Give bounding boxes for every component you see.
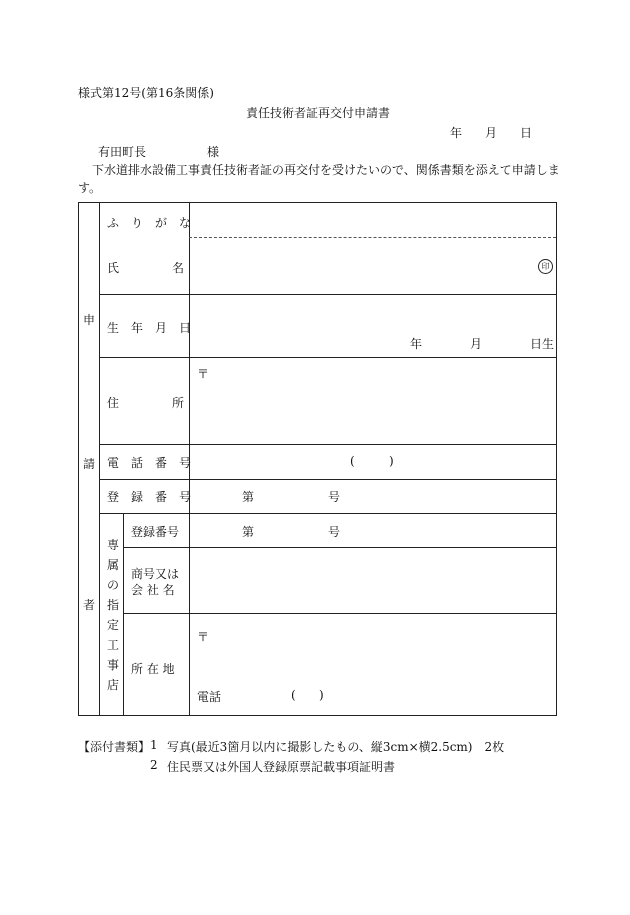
- form-title: 責任技術者証再交付申請書: [246, 106, 391, 120]
- company-name-label-line2: 会 社 名: [131, 583, 175, 597]
- attachment-item-text: 住民票又は外国人登録原票記載事項証明書: [167, 760, 396, 774]
- contractor-registration-suffix: 号: [328, 525, 341, 539]
- contractor-side-char: 事: [106, 658, 119, 672]
- intro-text-line1: 下水道排水設備工事責任技術者証の再交付を受けたいので、関係書類を添えて申請しま: [92, 163, 560, 177]
- date-month-label: 月: [485, 126, 498, 140]
- postal-mark: 〒: [197, 367, 210, 381]
- birth-month-label: 月: [470, 337, 483, 351]
- row-divider-company: [123, 613, 556, 614]
- row-divider-address: [99, 444, 556, 445]
- registration-prefix: 第: [242, 490, 255, 504]
- attachments-heading: 【添付書類】: [78, 740, 151, 754]
- row-divider-name: [99, 294, 556, 295]
- contractor-phone-label: 電話: [197, 690, 222, 704]
- contractor-side-char: の: [106, 578, 119, 592]
- row-divider-registration: [99, 513, 556, 514]
- registration-label: 登 録 番 号: [107, 490, 192, 504]
- intro-text-line2: す。: [78, 181, 102, 195]
- date-year-label: 年: [450, 126, 463, 140]
- name-label-right: 名: [172, 261, 185, 275]
- contractor-registration-prefix: 第: [242, 525, 255, 539]
- contractor-side-char: 指: [106, 598, 119, 612]
- attachment-item-number: 1: [150, 738, 158, 752]
- contractor-registration-label: 登録番号: [131, 525, 180, 539]
- side-label-char: 申: [82, 313, 95, 327]
- location-label: 所 在 地: [131, 662, 175, 676]
- contractor-side-char: 専: [106, 538, 119, 552]
- birth-year-label: 年: [410, 337, 423, 351]
- contractor-side-char: 定: [106, 618, 119, 632]
- addressee-honorific: 様: [207, 145, 220, 159]
- contractor-phone-paren-close: ): [319, 688, 324, 702]
- form-number: 様式第12号(第16条関係): [78, 86, 214, 100]
- addressee: 有田町長: [98, 145, 147, 159]
- contractor-phone-paren-open: (: [291, 688, 296, 702]
- side-label-char: 者: [82, 598, 95, 612]
- attachment-item-text: 写真(最近3箇月以内に撮影したもの、縦3cm×横2.5cm) 2枚: [167, 740, 505, 754]
- phone-label: 電 話 番 号: [107, 456, 192, 470]
- phone-paren-close: ): [389, 454, 394, 468]
- side-label-char: 請: [82, 457, 95, 471]
- contractor-side-char: 工: [106, 638, 119, 652]
- row-divider-birth: [99, 357, 556, 358]
- side-column-divider: [99, 203, 100, 715]
- registration-suffix: 号: [328, 490, 341, 504]
- furigana-label: ふ り が な: [107, 216, 192, 230]
- address-label-right: 所: [172, 396, 185, 410]
- row-divider-contractor-reg: [123, 547, 556, 548]
- contractor-postal-mark: 〒: [197, 630, 210, 644]
- company-name-label-line1: 商号又は: [131, 567, 180, 581]
- birth-day-label: 日生: [530, 337, 555, 351]
- contractor-side-char: 店: [106, 678, 119, 692]
- phone-paren-open: (: [350, 454, 355, 468]
- attachment-item-number: 2: [150, 758, 158, 772]
- application-table: [78, 202, 557, 716]
- contractor-column-divider: [123, 513, 124, 715]
- furigana-divider: [189, 237, 556, 238]
- seal-mark: 印: [538, 259, 553, 274]
- row-divider-phone: [99, 479, 556, 480]
- contractor-side-char: 属: [106, 558, 119, 572]
- birthdate-label: 生 年 月 日: [107, 321, 192, 335]
- name-label-left: 氏: [107, 261, 120, 275]
- address-label-left: 住: [107, 396, 120, 410]
- date-day-label: 日: [520, 126, 533, 140]
